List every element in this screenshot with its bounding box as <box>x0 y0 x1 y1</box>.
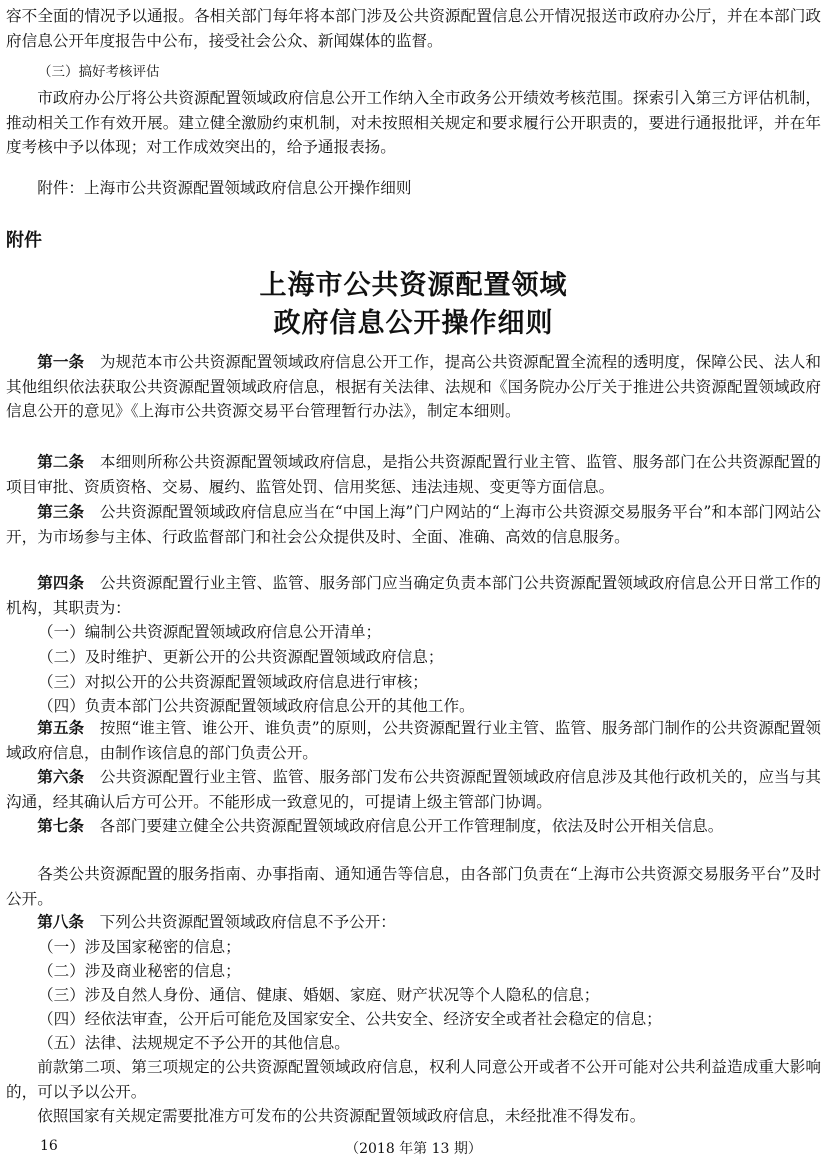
page-number: 16 <box>40 1138 58 1154</box>
article-8 <box>6 910 821 935</box>
article-8-item-4: （四）经依法审查，公开后可能危及国家安全、公共安全、经济安全或者社会稳定的信息； <box>38 1010 662 1028</box>
article-4-item-3: （三）对拟公开的公共资源配置领域政府信息进行审核； <box>38 673 428 691</box>
article-8-para-2: 前款第二项、第三项规定的公共资源配置领域政府信息，权利人同意公开或者不公开可能对公共利益造成重大影响的，可以予以公开。 <box>6 1058 821 1101</box>
article-6-text: 公共资源配置行业主管、监管、服务部门发布公共资源配置领域政府信息涉及其他行政机关的，应当与其沟通，经其确认后方可公开。不能形成一致意见的，可提请上级主管部门协调。 <box>6 768 821 811</box>
article-4-item-2: （二）及时维护、更新公开的公共资源配置领域政府信息； <box>38 648 444 666</box>
section-subheading: （三）搞好考核评估 <box>38 64 160 80</box>
article-8-item-1: （一）涉及国家秘密的信息； <box>38 938 241 956</box>
article-6 <box>6 765 821 814</box>
paragraph-intro-tail: 容不全面的情况予以通报。各相关部门每年将本部门涉及公共资源配置信息公开情况报送市政府办公厅，并在本部门政府信息公开年度报告中公布，接受社会公众、新闻媒体的监督。 <box>6 7 821 50</box>
article-4 <box>6 571 821 620</box>
article-5 <box>6 716 821 765</box>
section-heading-attachment: 附件 <box>6 230 42 251</box>
article-4-text: 公共资源配置行业主管、监管、服务部门应当确定负责本部门公共资源配置领域政府信息公开日常工作的机构，其职责为： <box>6 574 821 617</box>
article-1-text: 为规范本市公共资源配置领域政府信息公开工作，提高公共资源配置全流程的透明度，保障公民、法人和其他组织依法获取公共资源配置领域政府信息，根据有关法律、法规和《国务院办公厅关于推进公共资源配置领域政府信息公开的意见》《上海市公共资源交易平台管理暂行办法》，制定本细则。 <box>6 353 821 421</box>
article-2-text: 本细则所称公共资源配置领域政府信息，是指公共资源配置行业主管、监管、服务部门在公共资源配置的项目审批、资质资格、交易、履约、监管处罚、信用奖惩、违法违规、变更等方面信息。 <box>6 453 821 496</box>
article-7-para-2: 各类公共资源配置的服务指南、办事指南、通知通告等信息，由各部门负责在“上海市公共资源交易服务平台”及时公开。 <box>6 865 821 908</box>
article-7-text: 各部门要建立健全公共资源配置领域政府信息公开工作管理制度，依法及时公开相关信息。 <box>99 817 724 835</box>
article-3-label: 第三条 <box>37 503 85 521</box>
article-7 <box>6 814 821 839</box>
article-7-label: 第七条 <box>37 817 84 835</box>
document-title-line-2: 政府信息公开操作细则 <box>273 308 554 339</box>
issue-label: （2018 年第 13 期） <box>345 1141 482 1157</box>
article-4-label: 第四条 <box>37 574 85 592</box>
article-8-item-3: （三）涉及自然人身份、通信、健康、婚姻、家庭、财产状况等个人隐私的信息； <box>38 986 600 1004</box>
article-8-label: 第八条 <box>37 913 84 931</box>
article-8-item-2: （二）涉及商业秘密的信息； <box>38 962 241 980</box>
article-2 <box>6 450 821 499</box>
article-4-item-1: （一）编制公共资源配置领域政府信息公开清单； <box>38 623 382 641</box>
article-5-text: 按照“谁主管、谁公开、谁负责”的原则，公共资源配置行业主管、监管、服务部门制作的公共资源配置领域政府信息，由制作该信息的部门负责公开。 <box>6 719 821 762</box>
article-8-item-5: （五）法律、法规规定不予公开的其他信息。 <box>38 1034 350 1052</box>
paragraph-assessment: 市政府办公厅将公共资源配置领域政府信息公开工作纳入全市政务公开绩效考核范围。探索引入第三方评估机制，推动相关工作有效开展。建立健全激励约束机制，对未按照相关规定和要求履行公开职责的，要进行通报批评，并在年度考核中予以体现；对工作成效突出的，给予通报表扬。 <box>6 89 821 157</box>
article-3 <box>6 500 821 549</box>
attachment-note: 附件：上海市公共资源配置领域政府信息公开操作细则 <box>37 179 412 197</box>
article-1-label: 第一条 <box>37 353 85 371</box>
article-6-label: 第六条 <box>37 768 85 786</box>
document-title-line-1: 上海市公共资源配置领域 <box>259 270 568 301</box>
article-5-label: 第五条 <box>37 719 85 737</box>
article-1 <box>6 350 821 424</box>
article-8-text: 下列公共资源配置领域政府信息不予公开： <box>99 913 396 931</box>
article-4-item-4: （四）负责本部门公共资源配置领域政府信息公开的其他工作。 <box>38 697 475 715</box>
article-2-label: 第二条 <box>37 453 85 471</box>
article-8-para-3: 依照国家有关规定需要批准方可发布的公共资源配置领域政府信息，未经批准不得发布。 <box>37 1107 646 1125</box>
article-3-text: 公共资源配置领域政府信息应当在“中国上海”门户网站的“上海市公共资源交易服务平台”和本部门网站公开，为市场参与主体、行政监督部门和社会公众提供及时、全面、准确、高效的信息服务。 <box>6 503 821 546</box>
